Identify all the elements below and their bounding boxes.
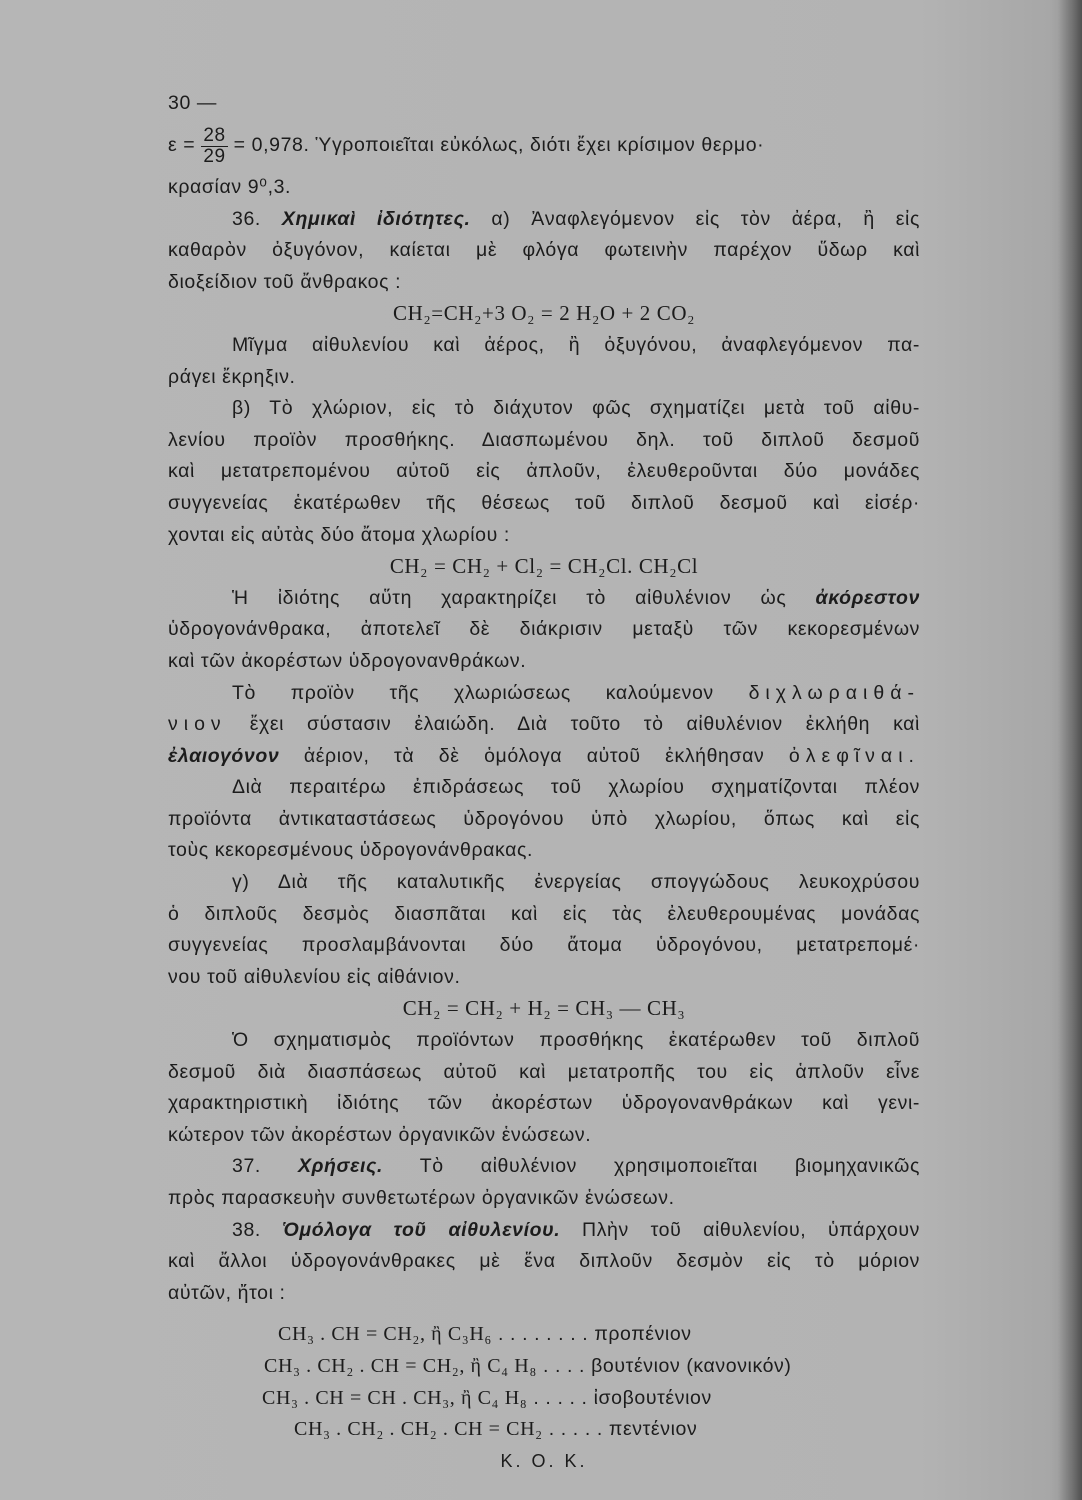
text-line: δεσμοῦ διὰ διασπάσεως αὐτοῦ καὶ μετατροπῆς του εἰς ἁπλοῦν εἶνε: [168, 1060, 920, 1083]
section-title: Χημικαὶ ἰδιότητες.: [281, 207, 471, 230]
homolog-dots: . . . .: [542, 1354, 586, 1377]
text-line: προϊόντα ἀντικαταστάσεως ὑδρογόνου ὑπὸ χλωρίου, ὅπως καὶ εἰς: [168, 807, 920, 830]
section-37-heading: [168, 1151, 920, 1183]
homolog-dots: . . . . .: [533, 1386, 588, 1409]
book-spine-shadow: [1058, 0, 1082, 1500]
text-line: διοξείδιον τοῦ ἄνθρακος :: [168, 270, 402, 293]
text-line: Διὰ περαιτέρω ἐπιδράσεως τοῦ χλωρίου σχηματίζονται πλέον: [232, 776, 920, 799]
text-line: καὶ μετατρεπομένου αὐτοῦ εἰς ἁπλοῦν, ἐλευθεροῦνται δύο μονάδες: [168, 460, 920, 483]
term-akoreston: ἀκόρεστον: [815, 586, 920, 609]
formula-chlorination: CH₂ = CH₂ + Cl₂ = CH₂Cl. CH₂Cl: [389, 554, 699, 579]
homolog-formula: CH₃ . CH = CH₂, ἢ C₃H₆: [278, 1323, 492, 1346]
section-text: Τὸ αἰθυλένιον χρησιμοποιεῖται βιομηχανικῶς: [419, 1155, 920, 1178]
text-line: [168, 709, 920, 741]
section-38-heading: [168, 1215, 920, 1247]
text-line: τοὺς κεκορεσμένους ὑδρογονάνθρακας.: [168, 839, 534, 862]
text-span: Ἡ ἰδιότης αὕτη χαρακτηρίζει τὸ αἰθυλένιον ὡς: [232, 586, 787, 609]
text-line: καὶ ἄλλοι ὑδρογονάνθρακες μὲ ἕνα διπλοῦν δεσμὸν εἰς τὸ μόριον: [168, 1250, 920, 1273]
text-line: νου τοῦ αἰθυλενίου εἰς αἰθάνιον.: [168, 965, 461, 988]
text-line: [168, 741, 920, 773]
fraction-numerator: 28: [203, 124, 226, 146]
homolog-name: προπένιον: [594, 1323, 692, 1346]
formula-combustion: CH₂=CH₂+3 O₂ = 2 H₂O + 2 CO₂: [392, 301, 696, 326]
homolog-name: ἰσοβουτένιον: [593, 1386, 712, 1409]
text-line: χονται εἰς αὐτὰς δύο ἄτομα χλωρίου :: [168, 523, 510, 546]
homolog-name: πεντένιον: [608, 1418, 698, 1441]
section-text: α) Ἀναφλεγόμενον εἰς τὸν ἀέρα, ἢ εἰς: [491, 207, 920, 230]
text-line: κώτερον τῶν ἀκορέστων ὀργανικῶν ἑνώσεων.: [168, 1123, 592, 1146]
page-number: 30 —: [168, 92, 218, 114]
text-span: Τὸ προϊὸν τῆς χλωριώσεως καλούμενον: [232, 681, 714, 704]
text-line: β) Τὸ χλώριον, εἰς τὸ διάχυτον φῶς σχηματίζει μετὰ τοῦ αἰθυ-: [232, 397, 920, 420]
section-number: 37.: [232, 1155, 261, 1178]
text-line: γ) Διὰ τῆς καταλυτικῆς ἐνεργείας σπογγώδους λευκοχρύσου: [232, 871, 920, 894]
homolog-formula: CH₃ . CH = CH . CH₃, ἢ C₄ H₈: [262, 1386, 528, 1409]
fraction-prefix: ε =: [168, 134, 196, 157]
section-36-heading: [168, 204, 920, 236]
text-line: καὶ τῶν ἀκορέστων ὑδρογονανθράκων.: [168, 649, 527, 672]
text-line: κρασίαν 9⁰,3.: [168, 176, 292, 198]
homolog-formula: CH₃ . CH₂ . CH = CH₂, ἢ C₄ H₈: [264, 1354, 537, 1377]
homolog-formula: CH₃ . CH₂ . CH₂ . CH = CH₂: [294, 1418, 543, 1441]
homolog-row: [168, 1351, 920, 1383]
homolog-row: [168, 1319, 920, 1351]
section-text: Πλὴν τοῦ αἰθυλενίου, ὑπάρχουν: [582, 1218, 920, 1241]
homolog-dots: . . . . . . . .: [498, 1323, 589, 1346]
printer-mark: Κ. Ο. Κ.: [500, 1450, 588, 1471]
section-number: 38.: [232, 1218, 261, 1241]
section-title: Ὁμόλογα τοῦ αἰθυλενίου.: [282, 1218, 561, 1241]
text-line: ὁ διπλοῦς δεσμὸς διασπᾶται καὶ εἰς τὰς ἐλευθερουμένας μονάδας: [168, 902, 920, 925]
text-line: [168, 583, 920, 615]
text-line: [168, 678, 920, 710]
homolog-row: [168, 1414, 920, 1446]
text-line: αὐτῶν, ἤτοι :: [168, 1281, 286, 1304]
section-number: 36.: [232, 207, 261, 230]
text-line: συγγενείας ἑκατέρωθεν τῆς θέσεως τοῦ διπλοῦ δεσμοῦ καὶ εἰσέρ·: [168, 491, 920, 514]
text-line: πρὸς παρασκευὴν συνθετωτέρων ὀργανικῶν ἑνώσεων.: [168, 1187, 675, 1209]
text-line: λενίου προϊὸν προσθήκης. Διασπωμένου δηλ. τοῦ διπλοῦ δεσμοῦ: [168, 428, 920, 451]
text-line: συγγενείας προσλαμβάνονται δύο ἄτομα ὑδρογόνου, μετατρεπομέ·: [168, 934, 920, 957]
spaced-term: νιον: [168, 713, 227, 736]
text-line: Ὁ σχηματισμὸς προϊόντων προσθήκης ἑκατέρωθεν τοῦ διπλοῦ: [232, 1029, 920, 1052]
text-line: Μῖγμα αἰθυλενίου καὶ ἀέρος, ἢ ὀξυγόνου, ἀναφλεγόμενον πα-: [232, 333, 920, 356]
fraction: [201, 126, 227, 167]
epsilon-fraction-line: [168, 120, 920, 172]
text-line: ράγει ἔκρηξιν.: [168, 365, 296, 388]
term-elaiogonon: ἐλαιογόνον: [168, 744, 280, 767]
formula-hydrogenation: CH₂ = CH₂ + H₂ = CH₃ — CH₃: [402, 996, 686, 1021]
spaced-term: διχλωραιθά-: [748, 681, 920, 704]
text-span: ἀέριον, τὰ δὲ ὁμόλογα αὐτοῦ ἐκλήθησαν: [303, 744, 765, 767]
homolog-row: [168, 1383, 920, 1415]
fraction-suffix: = 0,978. Ὑγροποιεῖται εὐκόλως, διότι ἔχει κρίσιμον θερμο·: [233, 134, 765, 157]
text-line: ὑδρογονάνθρακα, ἀποτελεῖ δὲ διάκρισιν μεταξὺ τῶν κεκορεσμένων: [168, 618, 920, 641]
homolog-name: βουτένιον (κανονικόν): [591, 1354, 792, 1377]
text-line: καθαρὸν ὀξυγόνον, καίεται μὲ φλόγα φωτεινὴν παρέχον ὕδωρ καὶ: [168, 239, 920, 262]
homolog-dots: . . . . .: [548, 1418, 603, 1441]
text-span: ἔχει σύστασιν ἐλαιώδη. Διὰ τοῦτο τὸ αἰθυλένιον ἐκλήθη καὶ: [249, 713, 920, 736]
spaced-term: ὀλεφῖναι.: [788, 744, 920, 767]
fraction-denominator: 29: [203, 145, 226, 167]
page-content: [168, 88, 920, 1477]
section-title: Χρήσεις.: [298, 1155, 384, 1178]
text-line: χαρακτηριστικὴ ἰδιότης τῶν ἀκορέστων ὑδρογονανθράκων καὶ γενι-: [168, 1092, 920, 1115]
